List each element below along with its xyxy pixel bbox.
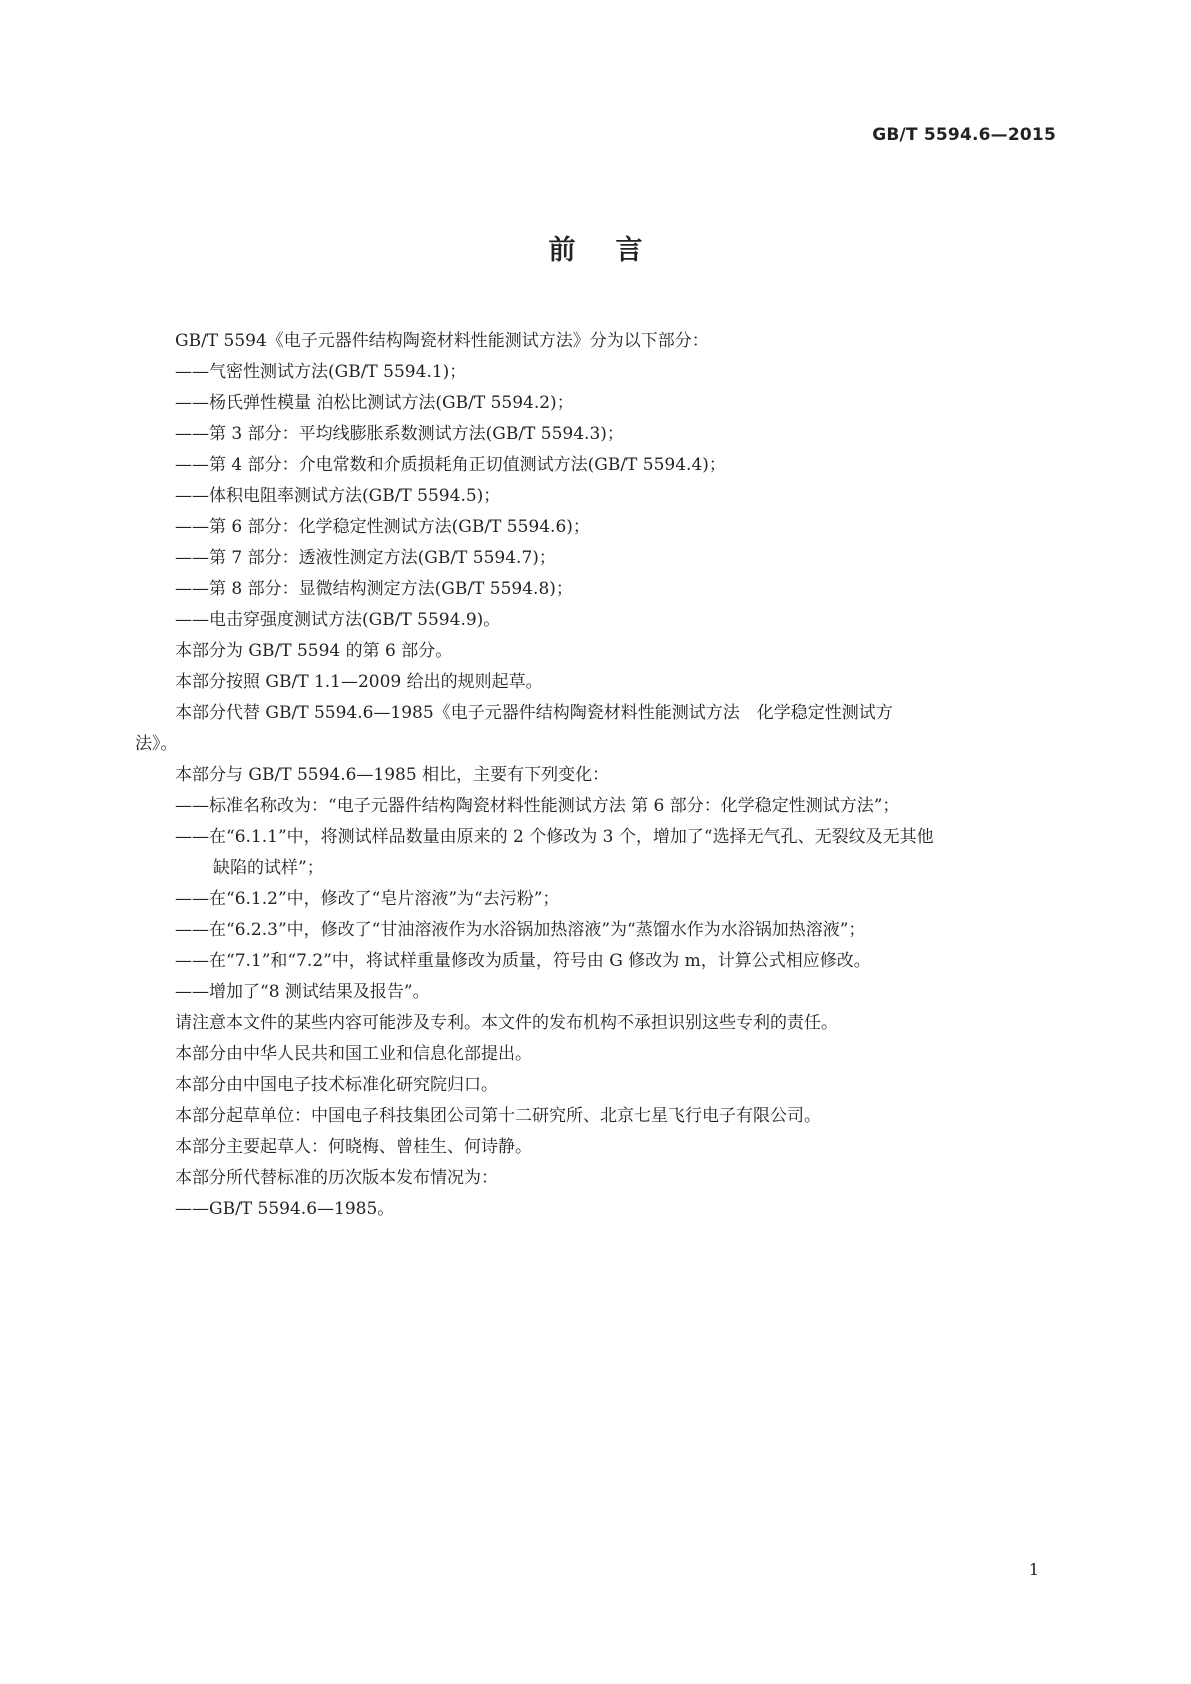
list-item: ——标准名称改为：“电子元器件结构陶瓷材料性能测试方法 第 6 部分：化学稳定性测试方法”； [175,796,900,816]
page-number: 1 [1028,1560,1039,1579]
list-item: ——电击穿强度测试方法(GB/T 5594.9)。 [175,610,501,630]
page-title: 前言 [548,235,683,266]
list-item: ——GB/T 5594.6—1985。 [175,1199,395,1219]
list-item: ——在“7.1”和“7.2”中，将试样重量修改为质量，符号由 G 修改为 m，计算公式相应修改。 [175,951,871,971]
list-item: ——体积电阻率测试方法(GB/T 5594.5)； [175,486,501,506]
paragraph: GB/T 5594《电子元器件结构陶瓷材料性能测试方法》分为以下部分： [175,331,709,351]
paragraph: 本部分由中国电子技术标准化研究院归口。 [175,1075,498,1095]
list-item: ——在“6.2.3”中，修改了“甘油溶液作为水浴锅加热溶液”为“蒸馏水作为水浴锅加热溶液”； [175,920,866,940]
paragraph: 本部分所代替标准的历次版本发布情况为： [175,1168,498,1188]
list-item: ——第 3 部分：平均线膨胀系数测试方法(GB/T 5594.3)； [175,424,624,444]
paragraph: 本部分按照 GB/T 1.1—2009 给出的规则起草。 [175,672,543,692]
paragraph: 本部分代替 GB/T 5594.6—1985《电子元器件结构陶瓷材料性能测试方法 化学稳定性测试方 [175,703,893,723]
list-item: ——增加了“8 测试结果及报告”。 [175,982,430,1002]
paragraph: 本部分主要起草人：何晓梅、曾桂生、何诗静。 [175,1137,532,1157]
list-item: ——第 6 部分：化学稳定性测试方法(GB/T 5594.6)； [175,517,590,537]
list-item: ——第 7 部分：透液性测定方法(GB/T 5594.7)； [175,548,556,568]
list-item: ——第 4 部分：介电常数和介质损耗角正切值测试方法(GB/T 5594.4)； [175,455,726,475]
paragraph: 本部分由中华人民共和国工业和信息化部提出。 [175,1044,532,1064]
list-item: ——杨氏弹性模量 泊松比测试方法(GB/T 5594.2)； [175,393,574,413]
foreword-body [135,326,1058,1225]
standard-number: GB/T 5594.6—2015 [872,125,1056,145]
paragraph: 本部分起草单位：中国电子科技集团公司第十二研究所、北京七星飞行电子有限公司。 [175,1106,821,1126]
list-item: ——第 8 部分：显微结构测定方法(GB/T 5594.8)； [175,579,573,599]
list-item: ——在“6.1.1”中，将测试样品数量由原来的 2 个修改为 3 个，增加了“选择无气孔、无裂纹及无其他 [175,827,934,847]
paragraph: 本部分与 GB/T 5594.6—1985 相比，主要有下列变化： [175,765,610,785]
list-item: ——气密性测试方法(GB/T 5594.1)； [175,362,467,382]
list-item: ——在“6.1.2”中，修改了“皂片溶液”为“去污粉”； [175,889,560,909]
paragraph-continuation: 法》。 [135,734,178,754]
list-item-continuation: 缺陷的试样”； [213,858,324,878]
paragraph: 本部分为 GB/T 5594 的第 6 部分。 [175,641,453,661]
paragraph: 请注意本文件的某些内容可能涉及专利。本文件的发布机构不承担识别这些专利的责任。 [175,1013,838,1033]
